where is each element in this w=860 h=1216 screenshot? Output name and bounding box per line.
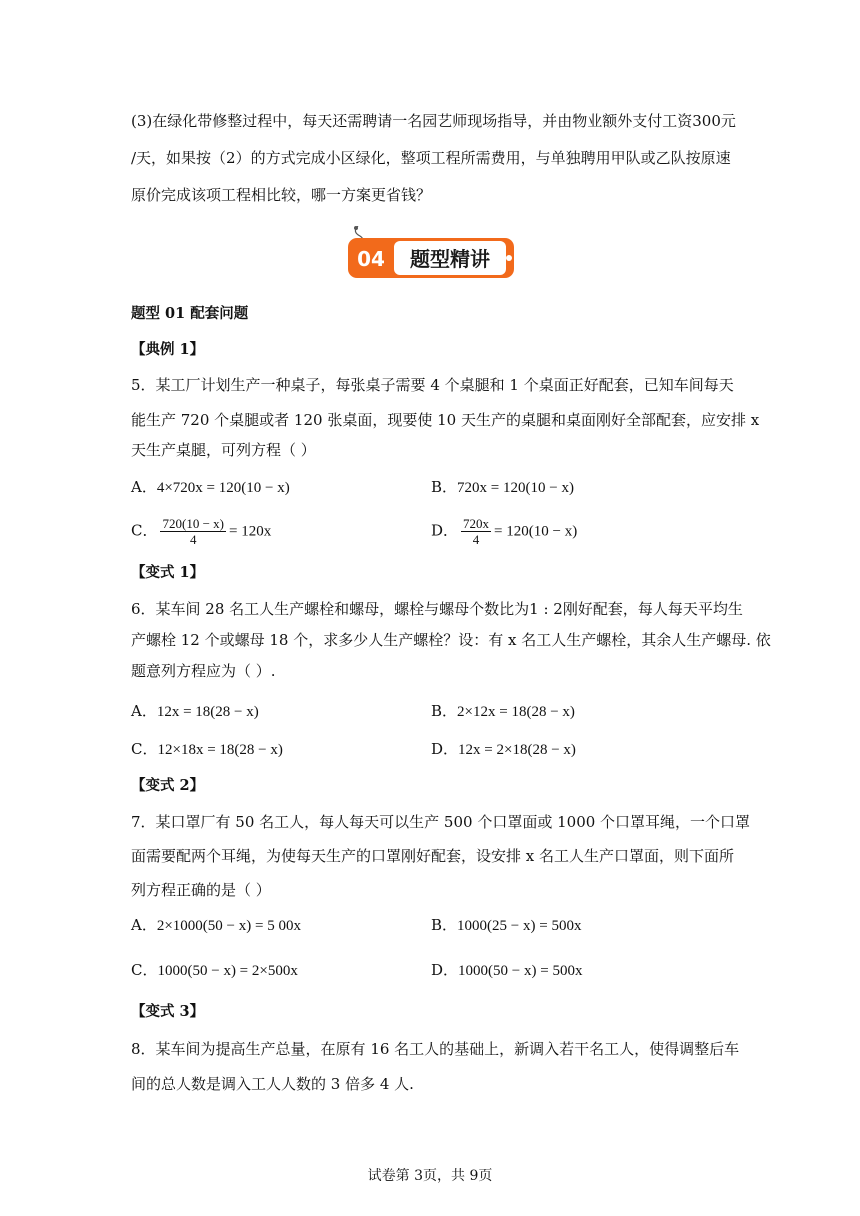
- option-label: D．: [431, 961, 459, 979]
- option-label: C．: [131, 521, 158, 540]
- option-formula-rest: = 120(10 − x): [494, 523, 578, 540]
- intro-line-1: (3)在绿化带修整过程中，每天还需聘请一名园艺师现场指导，并由物业额外支付工资300元: [131, 112, 736, 130]
- intro-line-3: 原价完成该项工程相比较，哪一方案更省钱？: [131, 186, 432, 204]
- option-formula: 2×1000(50 − x) = 5 00x: [156, 918, 301, 934]
- q5-option-d: [431, 516, 577, 547]
- banner-dot-icon: [506, 255, 512, 261]
- fraction-numerator: 720x: [463, 516, 490, 531]
- fraction: [461, 516, 491, 547]
- option-formula: 1000(50 − x) = 2×500x: [157, 963, 298, 979]
- q5-option-b: [431, 476, 574, 499]
- banner-pin-icon: [354, 226, 358, 230]
- q5-option-c: [131, 516, 271, 547]
- fraction-numerator: 720(10 − x): [162, 516, 224, 531]
- option-label: B．: [431, 916, 458, 934]
- option-formula: 1000(50 − x) = 500x: [458, 963, 583, 979]
- option-formula: 1000(25 − x) = 500x: [457, 918, 582, 934]
- option-formula: 12x = 2×18(28 − x): [458, 742, 576, 758]
- option-label: C．: [131, 740, 158, 758]
- q7-option-a: [131, 914, 301, 937]
- option-label: D．: [431, 521, 459, 540]
- q7-option-d: [431, 959, 582, 982]
- q6-option-d: [431, 738, 576, 761]
- q6-option-c: [131, 738, 283, 761]
- q5-line-3: 天生产桌腿，可列方程（ ）: [131, 441, 316, 459]
- q7-line-1: 7．某口罩厂有 50 名工人，每人每天可以生产 500 个口罩面或 1000 个口罩耳绳，一个口罩: [131, 813, 751, 831]
- banner-graphic: [346, 226, 516, 282]
- q8-line-1: 8．某车间为提高生产总量，在原有 16 名工人的基础上，新调入若干名工人，使得调整后车: [131, 1040, 740, 1058]
- q5-line-2: 能生产 720 个桌腿或者 120 张桌面，现要使 10 天生产的桌腿和桌面刚好全部配套，应安排 x: [131, 411, 760, 429]
- option-formula-rest: = 120x: [228, 523, 272, 540]
- option-label: B．: [431, 702, 458, 720]
- section-title: 题型 01 配套问题: [131, 305, 249, 322]
- banner-title: 题型精讲: [410, 247, 490, 271]
- option-formula: 12×18x = 18(28 − x): [157, 742, 283, 758]
- q6-line-2: 产螺栓 12 个或螺母 18 个，求多少人生产螺栓？设：有 x 名工人生产螺栓，其余人生产螺母. 依: [131, 631, 771, 649]
- fraction-denominator: 4: [472, 532, 480, 547]
- option-formula: 12x = 18(28 − x): [156, 704, 259, 720]
- option-formula: 4×720x = 120(10 − x): [156, 480, 290, 496]
- option-label: A．: [131, 916, 157, 934]
- q6-tag: 【变式 1】: [131, 564, 205, 581]
- q7-line-2: 面需要配两个耳绳，为使每天生产的口罩刚好配套，设安排 x 名工人生产口罩面，则下面所: [131, 847, 734, 865]
- fraction: [160, 516, 226, 547]
- option-formula: 2×12x = 18(28 − x): [457, 704, 575, 720]
- q5-tag: 【典例 1】: [131, 341, 205, 358]
- q7-option-c: [131, 959, 298, 982]
- intro-line-2: /天，如果按（2）的方式完成小区绿化，整项工程所需费用，与单独聘用甲队或乙队按原速: [131, 149, 731, 167]
- section-banner: [346, 226, 516, 282]
- q6-option-a: [131, 700, 259, 723]
- fraction-denominator: 4: [189, 532, 197, 547]
- q7-tag: 【变式 2】: [131, 777, 205, 794]
- q8-tag: 【变式 3】: [131, 1003, 205, 1020]
- option-label: A．: [131, 702, 157, 720]
- option-formula: 720x = 120(10 − x): [457, 480, 574, 496]
- q6-line-3: 题意列方程应为（ ）.: [131, 662, 276, 680]
- banner-number: 04: [357, 247, 385, 271]
- option-label: B．: [431, 478, 458, 496]
- q6-option-b: [431, 700, 575, 723]
- q6-line-1: 6．某车间 28 名工人生产螺栓和螺母，螺栓与螺母个数比为1 : 2刚好配套，每人每天平均生: [131, 600, 743, 618]
- option-label: C．: [131, 961, 158, 979]
- q7-option-b: [431, 914, 581, 937]
- q5-line-1: 5．某工厂计划生产一种桌子，每张桌子需要 4 个桌腿和 1 个桌面正好配套，已知车间每天: [131, 376, 734, 394]
- page-footer: 试卷第 3页，共 9页: [367, 1168, 493, 1184]
- q8-line-2: 间的总人数是调入工人人数的 3 倍多 4 人.: [131, 1075, 414, 1093]
- q5-option-a: [131, 476, 290, 499]
- option-label: D．: [431, 740, 459, 758]
- q7-line-3: 列方程正确的是（ ）: [131, 881, 271, 899]
- option-label: A．: [131, 478, 157, 496]
